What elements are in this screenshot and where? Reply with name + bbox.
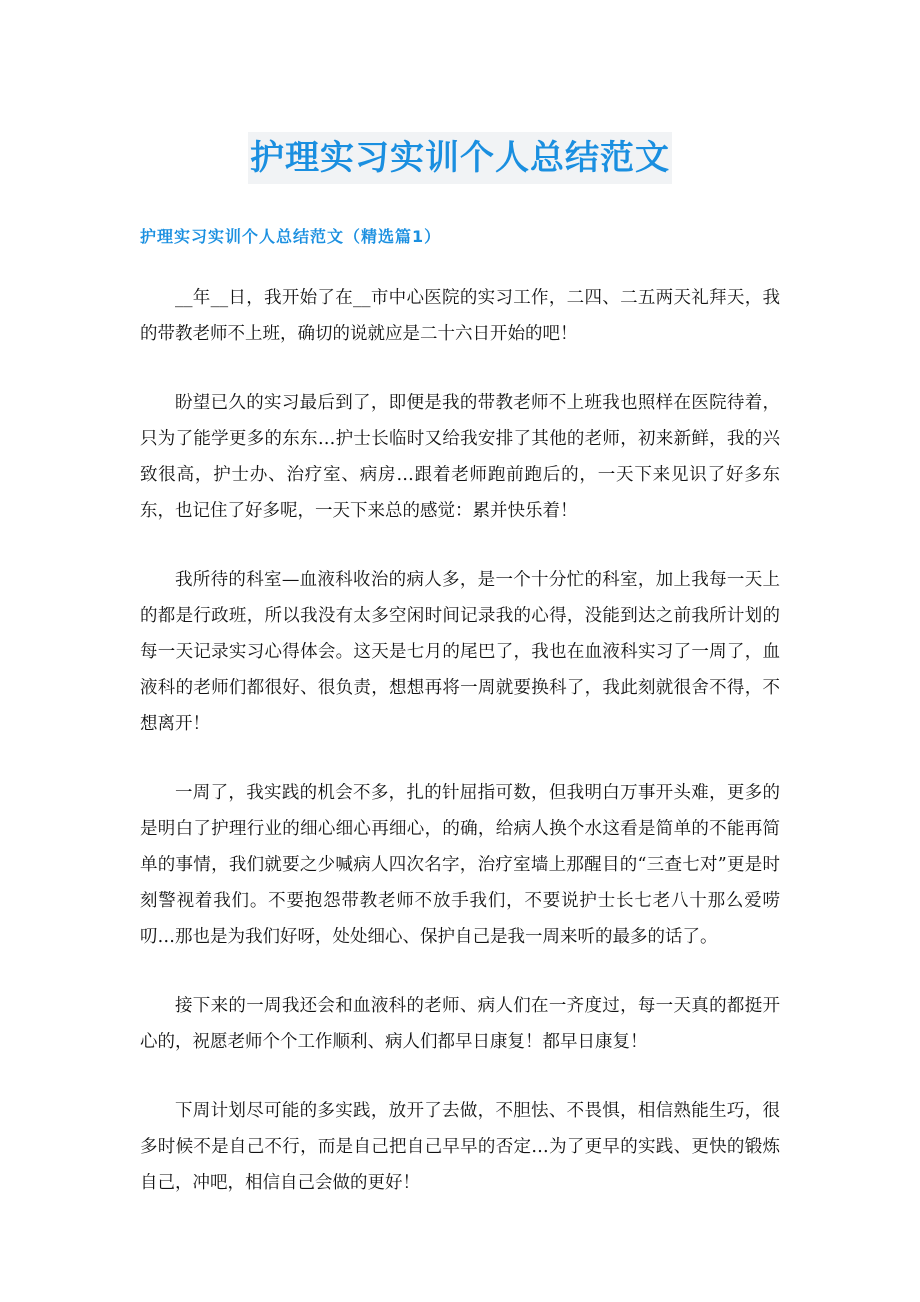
paragraph-1: __年__日，我开始了在__市中心医院的实习工作，二四、二五两天礼拜天，我的带教老师不上班，确切的说就应是二十六日开始的吧！ [140,288,780,344]
paragraph-3: 我所待的科室—血液科收治的病人多，是一个十分忙的科室，加上我每一天上的都是行政班，所以我没有太多空闲时间记录我的心得，没能到达之前我所计划的每一天记录实习心得体会。这天是七月的尾巴了，我也在血液科实习了一周了，血液科的老师们都很好、很负责，想想再将一周就要换科了，我此刻就很舍不得，不想离开！ [140,570,780,734]
paragraph-2: 盼望已久的实习最后到了，即便是我的带教老师不上班我也照样在医院待着，只为了能学更多的东东…护士长临时又给我安排了其他的老师，初来新鲜，我的兴致很高，护士办、治疗室、病房…跟着老师跑前跑后的，一天下来见识了好多东东，也记住了好多呢，一天下来总的感觉：累并快乐着！ [140,393,780,521]
paragraph-5: 接下来的一周我还会和血液科的老师、病人们在一齐度过，每一天真的都挺开心的，祝愿老师个个工作顺利、病人们都早日康复！都早日康复！ [140,996,780,1052]
document-body [140,280,780,1234]
document-title: 护理实习实训个人总结范文 [248,132,672,184]
title-container [0,132,920,184]
paragraph-6: 下周计划尽可能的多实践，放开了去做，不胆怯、不畏惧，相信熟能生巧，很多时候不是自己不行，而是自己把自己早早的否定…为了更早的实践、更快的锻炼自己，冲吧，相信自己会做的更好！ [140,1101,780,1193]
paragraph-4: 一周了，我实践的机会不多，扎的针屈指可数，但我明白万事开头难，更多的是明白了护理行业的细心细心再细心，的确，给病人换个水这看是简单的不能再简单的事情，我们就要之少喊病人四次名字，治疗室墙上那醒目的“三查七对”更是时刻警视着我们。不要抱怨带教老师不放手我们，不要说护士长七老八十那么爱唠叨…那也是为我们好呀，处处细心、保护自己是我一周来听的最多的话了。 [140,783,780,947]
section-heading: 护理实习实训个人总结范文（精选篇1） [140,227,442,246]
